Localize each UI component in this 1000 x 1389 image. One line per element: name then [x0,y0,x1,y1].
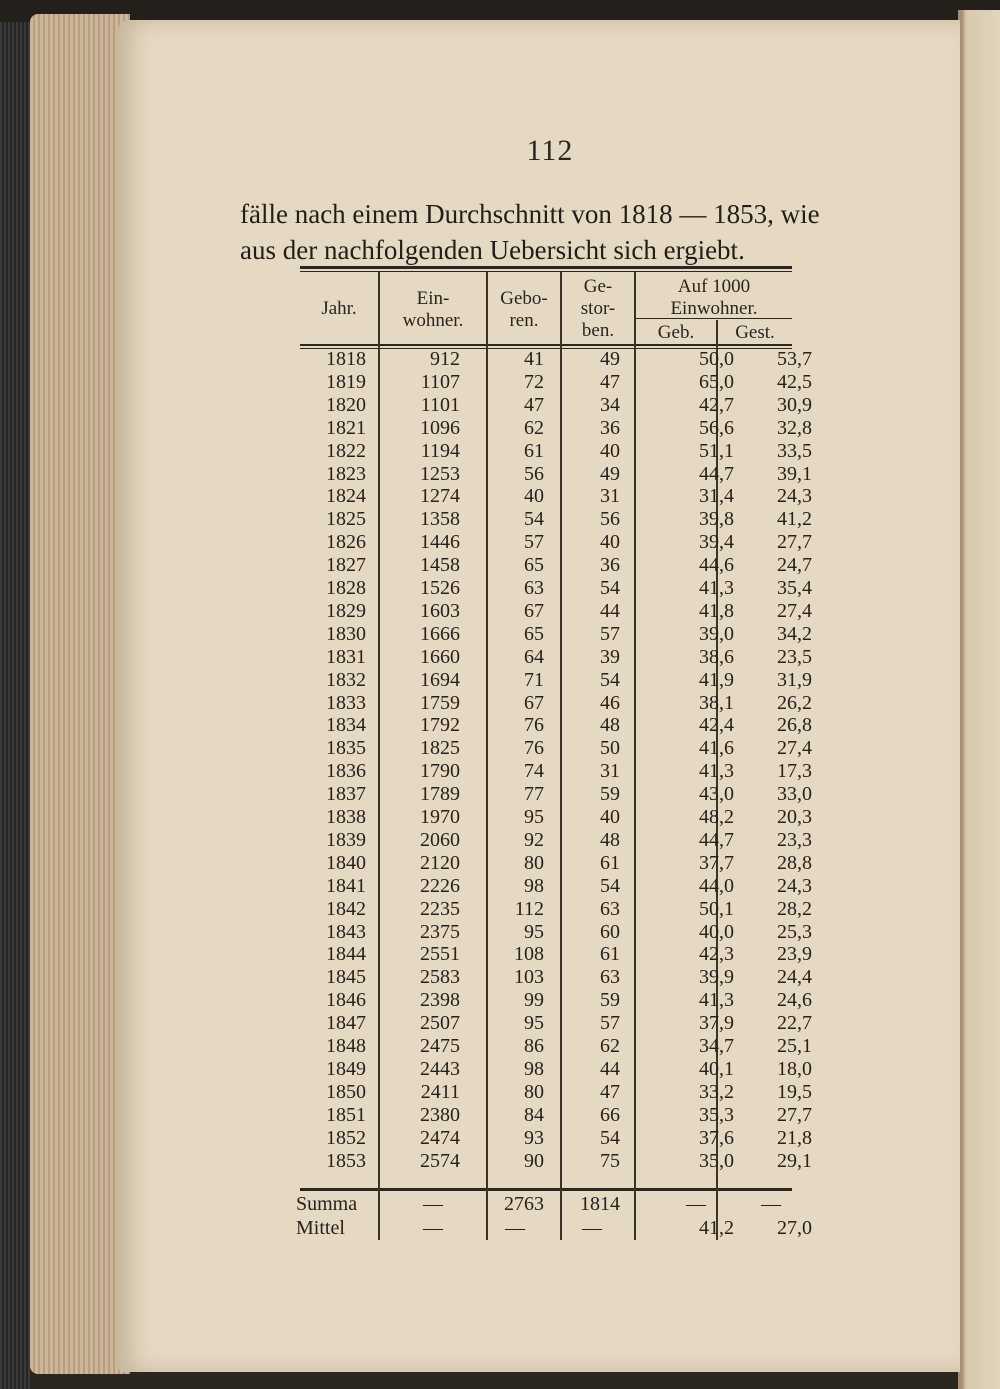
cell-geboren: 65 [524,554,544,577]
cell-geboren: 86 [524,1035,544,1057]
cell-gestorben: 61 [600,943,620,966]
cell-gestorben: 63 [600,897,620,920]
cell-gest-per-1000: 22,7 [777,1012,812,1035]
cell-geb-per-1000: 41,9 [699,668,734,691]
cell-gestorben: 57 [600,1012,620,1035]
cell-geboren: 95 [524,1012,544,1035]
cell-gestorben: 59 [600,989,620,1012]
cell-gest-per-1000: 26,8 [777,714,812,737]
cell-einwohner: 1096 [420,416,460,439]
cell-year: 1849 [326,1057,366,1080]
cell-gestorben: 63 [600,966,620,989]
header-geboren-line: ren. [509,310,539,331]
cell-geb-per-1000: 34,7 [699,1035,734,1057]
cell-geboren: 90 [524,1149,544,1172]
cell-gestorben: 36 [600,416,620,439]
cell-geb-per-1000: 50,1 [699,897,734,920]
cell-gest-per-1000: 35,4 [777,577,812,599]
cell-geboren: 98 [524,1057,544,1080]
column-divider [634,272,636,1240]
cell-einwohner: 1526 [420,577,460,599]
cell-geb-per-1000: 41,3 [699,760,734,783]
cell-geboren: 47 [524,393,544,416]
cell-geboren: 74 [524,760,544,783]
cell-gest-per-1000: 41,2 [777,508,812,531]
cell-gest-per-1000: 32,8 [777,416,812,439]
cell-year: 1834 [326,714,366,737]
cell-gest-per-1000: 39,1 [777,462,812,485]
cell-geboren: 80 [524,851,544,874]
cell-year: 1843 [326,920,366,943]
cell-year: 1837 [326,783,366,806]
header-einwohner-line: wohner. [402,310,464,331]
cell-year: 1825 [326,508,366,531]
cell-gest-per-1000: 30,9 [777,393,812,416]
cell-geb-per-1000: 41,6 [699,737,734,760]
cell-gest-per-1000: 19,5 [777,1080,812,1103]
cell-einwohner: 1789 [420,783,460,806]
cell-geboren: 62 [524,416,544,439]
cell-gest-per-1000: 28,8 [777,851,812,874]
cell-geboren: 63 [524,577,544,599]
cell-gestorben: 31 [600,760,620,783]
cell-gest-per-1000: 53,7 [777,348,812,370]
cell-gest-per-1000: 28,2 [777,897,812,920]
cell-geboren: 40 [524,485,544,508]
cell-geb-per-1000: 33,2 [699,1080,734,1103]
cell-einwohner: 1274 [420,485,460,508]
cell-geb-per-1000: 42,7 [699,393,734,416]
cell-year: 1835 [326,737,366,760]
cell-geb-per-1000: 65,0 [699,370,734,393]
cell-geb-per-1000: 42,3 [699,943,734,966]
summa-label: Summa [296,1193,358,1215]
cell-geboren: 98 [524,874,544,897]
cell-geb-per-1000: 40,1 [699,1057,734,1080]
mittel-gest: 27,0 [777,1217,812,1239]
cell-einwohner: 2574 [420,1149,460,1172]
cell-gestorben: 54 [600,874,620,897]
column-divider [378,272,380,1240]
cell-geb-per-1000: 42,4 [699,714,734,737]
cell-einwohner: 2375 [420,920,460,943]
mittel-gestorben: — [582,1217,602,1239]
cell-geb-per-1000: 56,6 [699,416,734,439]
cell-gestorben: 61 [600,851,620,874]
cell-geb-per-1000: 35,3 [699,1103,734,1126]
header-auf1000-line: Auf 1000 [677,276,751,297]
cell-year: 1842 [326,897,366,920]
cell-year: 1832 [326,668,366,691]
cell-einwohner: 1458 [420,554,460,577]
cell-gestorben: 39 [600,645,620,668]
cell-year: 1823 [326,462,366,485]
cell-geb-per-1000: 51,1 [699,439,734,462]
cell-gest-per-1000: 23,5 [777,645,812,668]
book-cover-cloth [0,0,30,1389]
mittel-geb: 41,2 [699,1217,734,1239]
cell-geboren: 112 [514,897,544,920]
cell-geb-per-1000: 44,7 [699,462,734,485]
cell-gestorben: 50 [600,737,620,760]
cell-einwohner: 2398 [420,989,460,1012]
cell-year: 1824 [326,485,366,508]
header-geboren-line: Gebo- [500,288,548,309]
cell-einwohner: 1194 [420,439,460,462]
summa-gestorben: 1814 [580,1193,620,1215]
cell-year: 1848 [326,1035,366,1057]
cell-year: 1840 [326,851,366,874]
header-einwohner [380,288,486,332]
cell-year: 1820 [326,393,366,416]
page-edges [30,14,130,1374]
cell-gestorben: 49 [600,348,620,370]
cell-gestorben: 44 [600,1057,620,1080]
cell-year: 1833 [326,691,366,714]
cell-year: 1852 [326,1126,366,1149]
cell-year: 1818 [326,348,366,370]
header-jahr [300,298,378,320]
cell-einwohner: 2120 [420,851,460,874]
cell-geboren: 65 [524,622,544,645]
cell-gest-per-1000: 33,5 [777,439,812,462]
cell-gest-per-1000: 42,5 [777,370,812,393]
header-jahr-label: Jahr. [321,298,357,319]
cell-gestorben: 44 [600,599,620,622]
cell-year: 1829 [326,599,366,622]
facing-page-edge [958,10,1000,1389]
cell-einwohner: 1603 [420,599,460,622]
cell-gestorben: 40 [600,439,620,462]
cell-gest-per-1000: 24,6 [777,989,812,1012]
cell-geb-per-1000: 39,4 [699,531,734,554]
cell-gestorben: 34 [600,393,620,416]
cell-einwohner: 1107 [420,370,460,393]
mittel-geboren: — [505,1217,525,1239]
cell-geboren: 95 [524,806,544,828]
cell-geb-per-1000: 40,0 [699,920,734,943]
cell-gestorben: 48 [600,714,620,737]
cell-year: 1844 [326,943,366,966]
cell-gest-per-1000: 31,9 [777,668,812,691]
header-gestorben [562,276,634,342]
table-top-rule-thin [300,271,792,272]
cell-gestorben: 31 [600,485,620,508]
cell-gestorben: 54 [600,1126,620,1149]
cell-geboren: 92 [524,828,544,851]
cell-geb-per-1000: 37,6 [699,1126,734,1149]
header-einwohner-line: Ein- [416,288,450,309]
summa-geboren: 2763 [504,1193,544,1215]
cell-einwohner: 1790 [420,760,460,783]
cell-gestorben: 40 [600,806,620,828]
cell-year: 1846 [326,989,366,1012]
cell-geboren: 108 [514,943,544,966]
cell-gest-per-1000: 29,1 [777,1149,812,1172]
cell-year: 1841 [326,874,366,897]
cell-einwohner: 2235 [420,897,460,920]
cell-einwohner: 2474 [420,1126,460,1149]
book-cover-top [0,0,1000,22]
cell-gestorben: 60 [600,920,620,943]
cell-einwohner: 1970 [420,806,460,828]
cell-einwohner: 1792 [420,714,460,737]
cell-einwohner: 2507 [420,1012,460,1035]
cell-gest-per-1000: 20,3 [777,806,812,828]
cell-year: 1830 [326,622,366,645]
cell-geboren: 84 [524,1103,544,1126]
cell-gestorben: 66 [600,1103,620,1126]
cell-geboren: 76 [524,714,544,737]
cell-geboren: 56 [524,462,544,485]
cell-gestorben: 54 [600,668,620,691]
cell-einwohner: 1446 [420,531,460,554]
summa-einwohner: — [423,1193,443,1215]
cell-gest-per-1000: 24,7 [777,554,812,577]
cell-geb-per-1000: 38,6 [699,645,734,668]
header-auf1000-line: Einwohner. [670,298,758,319]
table-top-rule [300,266,792,269]
cell-geb-per-1000: 43,0 [699,783,734,806]
cell-gest-per-1000: 24,3 [777,485,812,508]
cell-year: 1839 [326,828,366,851]
cell-gest-per-1000: 17,3 [777,760,812,783]
cell-geb-per-1000: 38,1 [699,691,734,714]
cell-geb-per-1000: 44,6 [699,554,734,577]
cell-gestorben: 75 [600,1149,620,1172]
cell-geboren: 71 [524,668,544,691]
cell-einwohner: 912 [430,348,460,370]
cell-gestorben: 62 [600,1035,620,1057]
cell-geb-per-1000: 39,0 [699,622,734,645]
cell-gestorben: 48 [600,828,620,851]
mittel-einwohner: — [423,1217,443,1239]
header-geboren [488,288,560,332]
cell-gestorben: 56 [600,508,620,531]
header-gestorben-line: ben. [581,320,615,341]
cell-geb-per-1000: 44,7 [699,828,734,851]
cell-geboren: 67 [524,599,544,622]
cell-gest-per-1000: 33,0 [777,783,812,806]
cell-year: 1826 [326,531,366,554]
cell-gestorben: 47 [600,370,620,393]
cell-geboren: 99 [524,989,544,1012]
header-gestorben-line: Ge- [583,276,613,297]
cell-geboren: 67 [524,691,544,714]
cell-year: 1838 [326,806,366,828]
cell-gest-per-1000: 24,4 [777,966,812,989]
cell-gestorben: 40 [600,531,620,554]
cell-geb-per-1000: 39,9 [699,966,734,989]
summa-top-rule [300,1188,792,1191]
cell-gestorben: 49 [600,462,620,485]
cell-geboren: 57 [524,531,544,554]
cell-geboren: 93 [524,1126,544,1149]
header-auf1000-gest [718,322,792,344]
cell-geboren: 80 [524,1080,544,1103]
intro-paragraph [240,196,880,268]
cell-geb-per-1000: 41,3 [699,577,734,599]
header-bottom-rule [300,344,792,346]
cell-year: 1822 [326,439,366,462]
cell-gest-per-1000: 21,8 [777,1126,812,1149]
summa-geb: — [686,1193,706,1215]
cell-gest-per-1000: 27,4 [777,599,812,622]
cell-geb-per-1000: 41,8 [699,599,734,622]
cell-year: 1851 [326,1103,366,1126]
cell-gest-per-1000: 18,0 [777,1057,812,1080]
intro-line: fälle nach einem Durchschnitt von 1818 — 1853, wie [240,199,820,229]
cell-geboren: 76 [524,737,544,760]
cell-year: 1847 [326,1012,366,1035]
cell-geboren: 54 [524,508,544,531]
cell-geboren: 41 [524,348,544,370]
cell-gest-per-1000: 25,1 [777,1035,812,1057]
header-auf1000 [636,276,792,320]
cell-einwohner: 1759 [420,691,460,714]
cell-gestorben: 46 [600,691,620,714]
cell-gestorben: 36 [600,554,620,577]
cell-gest-per-1000: 27,7 [777,1103,812,1126]
header-gestorben-line: stor- [580,298,616,319]
cell-year: 1827 [326,554,366,577]
cell-gest-per-1000: 27,4 [777,737,812,760]
cell-year: 1850 [326,1080,366,1103]
cell-geb-per-1000: 39,8 [699,508,734,531]
cell-geb-per-1000: 37,9 [699,1012,734,1035]
cell-gestorben: 54 [600,577,620,599]
mittel-label: Mittel [296,1217,345,1239]
cell-year: 1819 [326,370,366,393]
cell-gest-per-1000: 26,2 [777,691,812,714]
cell-geboren: 77 [524,783,544,806]
cell-einwohner: 2380 [420,1103,460,1126]
cell-geb-per-1000: 31,4 [699,485,734,508]
cell-gest-per-1000: 25,3 [777,920,812,943]
cell-einwohner: 1666 [420,622,460,645]
cell-year: 1828 [326,577,366,599]
cell-einwohner: 1358 [420,508,460,531]
cell-gestorben: 47 [600,1080,620,1103]
cell-einwohner: 2411 [420,1080,460,1103]
cell-einwohner: 1694 [420,668,460,691]
cell-geb-per-1000: 48,2 [699,806,734,828]
cell-gest-per-1000: 27,7 [777,531,812,554]
column-divider [560,272,562,1240]
summa-gest: — [761,1193,781,1215]
cell-gest-per-1000: 23,3 [777,828,812,851]
cell-einwohner: 1101 [420,393,460,416]
header-auf1000-geb [636,322,716,344]
cell-gest-per-1000: 23,9 [777,943,812,966]
cell-geb-per-1000: 50,0 [699,348,734,370]
cell-einwohner: 2551 [420,943,460,966]
cell-year: 1853 [326,1149,366,1172]
cell-geb-per-1000: 35,0 [699,1149,734,1172]
cell-einwohner: 1660 [420,645,460,668]
cell-geboren: 95 [524,920,544,943]
header-gest-label: Gest. [735,322,775,343]
page-number: 112 [526,134,574,167]
cell-year: 1836 [326,760,366,783]
header-geb-label: Geb. [657,322,695,343]
cell-einwohner: 1253 [420,462,460,485]
cell-einwohner: 2226 [420,874,460,897]
cell-gestorben: 59 [600,783,620,806]
cell-geboren: 61 [524,439,544,462]
cell-geb-per-1000: 37,7 [699,851,734,874]
cell-geboren: 72 [524,370,544,393]
cell-einwohner: 2443 [420,1057,460,1080]
cell-year: 1845 [326,966,366,989]
cell-gest-per-1000: 24,3 [777,874,812,897]
cell-einwohner: 2060 [420,828,460,851]
cell-einwohner: 2583 [420,966,460,989]
cell-year: 1821 [326,416,366,439]
cell-geb-per-1000: 44,0 [699,874,734,897]
cell-gestorben: 57 [600,622,620,645]
cell-gest-per-1000: 34,2 [777,622,812,645]
cell-year: 1831 [326,645,366,668]
cell-geboren: 64 [524,645,544,668]
intro-line: aus der nachfolgenden Uebersicht sich ergiebt. [240,235,745,265]
cell-geboren: 103 [514,966,544,989]
cell-geb-per-1000: 41,3 [699,989,734,1012]
cell-einwohner: 1825 [420,737,460,760]
cell-einwohner: 2475 [420,1035,460,1057]
